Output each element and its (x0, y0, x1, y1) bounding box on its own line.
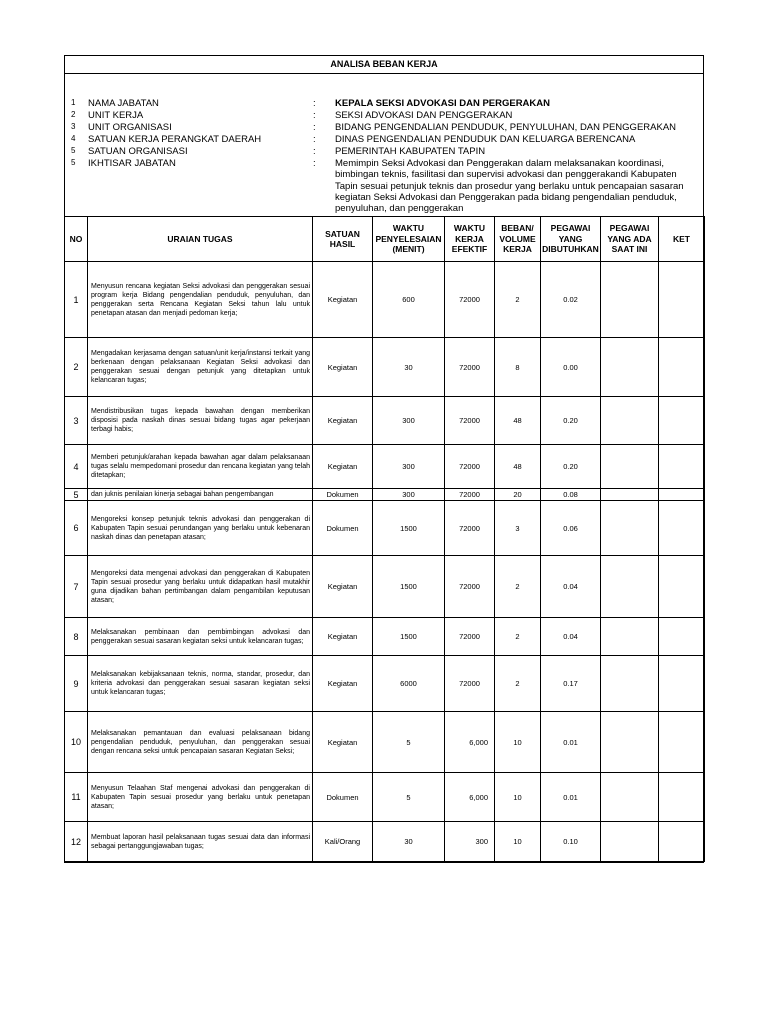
staff-existing (601, 618, 659, 656)
row-number: 8 (65, 618, 88, 656)
output-unit: Kegiatan (313, 397, 373, 445)
effective-time: 72000 (445, 489, 495, 501)
completion-time: 1500 (373, 618, 445, 656)
header-output-unit: SATUAN HASIL (313, 217, 373, 262)
info-colon: : (313, 98, 316, 109)
workload-volume: 2 (495, 618, 541, 656)
remarks (659, 656, 705, 712)
sheet-title: ANALISA BEBAN KERJA (65, 56, 703, 74)
remarks (659, 262, 705, 338)
table-row (65, 773, 705, 822)
header-remarks: KET (659, 217, 705, 262)
workload-volume: 10 (495, 822, 541, 862)
info-colon: : (313, 134, 316, 145)
info-label: UNIT ORGANISASI (88, 122, 172, 133)
effective-time: 72000 (445, 501, 495, 556)
info-value: DINAS PENGENDALIAN PENDUDUK DAN KELUARGA BERENCANA (335, 134, 636, 145)
staff-existing (601, 822, 659, 862)
workload-volume: 8 (495, 338, 541, 397)
staff-needed: 0.06 (541, 501, 601, 556)
header-effective-time: WAKTU KERJA EFEKTIF (445, 217, 495, 262)
completion-time: 300 (373, 397, 445, 445)
staff-needed: 0.20 (541, 397, 601, 445)
output-unit: Dokumen (313, 501, 373, 556)
row-number: 12 (65, 822, 88, 862)
remarks (659, 822, 705, 862)
remarks (659, 501, 705, 556)
row-number: 10 (65, 712, 88, 773)
staff-existing (601, 712, 659, 773)
staff-needed: 0.01 (541, 773, 601, 822)
staff-existing (601, 338, 659, 397)
workload-volume: 10 (495, 773, 541, 822)
staff-needed: 0.01 (541, 712, 601, 773)
info-label: SATUAN ORGANISASI (88, 146, 188, 157)
effective-time: 6,000 (445, 773, 495, 822)
output-unit: Kegiatan (313, 445, 373, 489)
staff-needed: 0.04 (541, 556, 601, 618)
row-number: 5 (65, 489, 88, 501)
staff-existing (601, 501, 659, 556)
info-colon: : (313, 146, 316, 157)
workload-volume: 20 (495, 489, 541, 501)
task-description: Memberi petunjuk/arahan kepada bawahan agar dalam pelaksanaan tugas selalu mempedomani prosedur dan rencana kegiatan yang telah ditetapkan; (88, 445, 313, 489)
workload-volume: 10 (495, 712, 541, 773)
header-no: NO (65, 217, 88, 262)
info-colon: : (313, 110, 316, 121)
row-number: 2 (65, 338, 88, 397)
row-number: 1 (65, 262, 88, 338)
workload-volume: 2 (495, 556, 541, 618)
header-staff-existing: PEGAWAI YANG ADA SAAT INI (601, 217, 659, 262)
effective-time: 72000 (445, 618, 495, 656)
remarks (659, 712, 705, 773)
table-row (65, 262, 705, 338)
workload-volume: 2 (495, 262, 541, 338)
info-colon: : (313, 158, 316, 169)
row-number: 3 (65, 397, 88, 445)
job-info-section (65, 74, 703, 216)
info-label: NAMA JABATAN (88, 98, 159, 109)
header-task-description: URAIAN TUGAS (88, 217, 313, 262)
task-description: Mengoreksi data mengenai advokasi dan penggerakan di Kabupaten Tapin sesuai prosedur yang berlaku untuk didapatkan hasil mutakhir guna dijadikan bahan pertimbangan dalam pengambilan keputusan atasan; (88, 556, 313, 618)
info-number: 5 (71, 158, 76, 167)
staff-existing (601, 489, 659, 501)
info-number: 5 (71, 146, 76, 155)
table-row (65, 397, 705, 445)
task-description: Menyusun rencana kegiatan Seksi advokasi dan penggerakan sesuai program kerja Bidang pengendalian penduduk, penyuluhan, dan penggerakan serta Rencana Kegiatan Seksi tahun lalu untuk penetapan atasan dan menjadi pedoman kerja; (88, 262, 313, 338)
info-number: 3 (71, 122, 76, 131)
completion-time: 300 (373, 445, 445, 489)
remarks (659, 556, 705, 618)
staff-needed: 0.20 (541, 445, 601, 489)
task-description: Menyusun Telaahan Staf mengenai advokasi dan penggerakan di Kabupaten Tapin sesuai prosedur yang berlaku untuk penetapan atasan; (88, 773, 313, 822)
effective-time: 72000 (445, 338, 495, 397)
staff-needed: 0.17 (541, 656, 601, 712)
completion-time: 600 (373, 262, 445, 338)
effective-time: 6,000 (445, 712, 495, 773)
info-number: 1 (71, 98, 76, 107)
info-value: Memimpin Seksi Advokasi dan Penggerakan dalam melaksanakan koordinasi, bimbingan teknis, fasilitasi dan supervisi advokasi dan penggerakandi Kabupaten Tapin sesuai petunjuk teknis dan prosedur yang berlaku untuk pencapaian sasaran kegiatan Seksi Advokasi dan Penggerakan pada bidang pengendalian penduduk, penyuluhan, dan penggerakan (335, 158, 684, 215)
staff-existing (601, 445, 659, 489)
remarks (659, 773, 705, 822)
output-unit: Kegiatan (313, 556, 373, 618)
table-row (65, 656, 705, 712)
completion-time: 5 (373, 773, 445, 822)
output-unit: Dokumen (313, 773, 373, 822)
info-number: 4 (71, 134, 76, 143)
staff-needed: 0.08 (541, 489, 601, 501)
task-description: Membuat laporan hasil pelaksanaan tugas sesuai data dan informasi sebagai pertanggungjawaban tugas; (88, 822, 313, 862)
output-unit: Kegiatan (313, 618, 373, 656)
workload-volume: 48 (495, 397, 541, 445)
completion-time: 5 (373, 712, 445, 773)
header-staff-needed: PEGAWAI YANG DIBUTUHKAN (541, 217, 601, 262)
info-value: SEKSI ADVOKASI DAN PENGGERAKAN (335, 110, 513, 121)
staff-existing (601, 556, 659, 618)
workload-volume: 48 (495, 445, 541, 489)
completion-time: 1500 (373, 556, 445, 618)
table-row (65, 501, 705, 556)
task-description: Mendistribusikan tugas kepada bawahan dengan memberikan disposisi pada naskah dinas sesuai bidang tugas agar pekerjaan terbagi habis; (88, 397, 313, 445)
table-row (65, 556, 705, 618)
row-number: 7 (65, 556, 88, 618)
info-label: IKHTISAR JABATAN (88, 158, 176, 169)
output-unit: Kegiatan (313, 712, 373, 773)
effective-time: 72000 (445, 397, 495, 445)
table-header-row (65, 217, 705, 262)
info-number: 2 (71, 110, 76, 119)
workload-volume: 3 (495, 501, 541, 556)
task-description: dan juknis penilaian kinerja sebagai bahan pengembangan (88, 489, 313, 501)
task-description: Mengadakan kerjasama dengan satuan/unit kerja/instansi terkait yang berkenaan dengan pelaksanaan Kegiatan Seksi advokasi dan penggerakan sesuai dengan petunjuk yang ditetapkan untuk kelancaran tugas; (88, 338, 313, 397)
remarks (659, 618, 705, 656)
remarks (659, 489, 705, 501)
staff-existing (601, 397, 659, 445)
table-row (65, 712, 705, 773)
info-label: SATUAN KERJA PERANGKAT DAERAH (88, 134, 262, 145)
staff-needed: 0.04 (541, 618, 601, 656)
output-unit: Kali/Orang (313, 822, 373, 862)
output-unit: Kegiatan (313, 262, 373, 338)
completion-time: 30 (373, 338, 445, 397)
task-description: Melaksanakan pembinaan dan pembimbingan advokasi dan penggerakan sesuai sasaran kegiatan seksi untuk kelancaran tugas; (88, 618, 313, 656)
info-colon: : (313, 122, 316, 133)
remarks (659, 397, 705, 445)
workload-analysis-sheet (64, 55, 704, 863)
header-workload-volume: BEBAN/ VOLUME KERJA (495, 217, 541, 262)
output-unit: Kegiatan (313, 338, 373, 397)
remarks (659, 445, 705, 489)
workload-volume: 2 (495, 656, 541, 712)
info-label: UNIT KERJA (88, 110, 144, 121)
info-value: PEMERINTAH KABUPATEN TAPIN (335, 146, 486, 157)
table-row (65, 489, 705, 501)
staff-needed: 0.02 (541, 262, 601, 338)
effective-time: 72000 (445, 556, 495, 618)
table-body (65, 262, 705, 862)
effective-time: 72000 (445, 262, 495, 338)
task-description: Melaksanakan kebijaksanaan teknis, norma, standar, prosedur, dan kriteria advokasi dan penggerakan sesuai sasaran kegiatan seksi untuk kelancaran tugas; (88, 656, 313, 712)
remarks (659, 338, 705, 397)
table-row (65, 445, 705, 489)
row-number: 9 (65, 656, 88, 712)
task-description: Melaksanakan pemantauan dan evaluasi pelaksanaan bidang pengendalian penduduk, penyuluhan, dan penggerakan sesuai dengan rencana seksi untuk pencapaian sasaran Kegiatan Seksi; (88, 712, 313, 773)
row-number: 4 (65, 445, 88, 489)
header-completion-time: WAKTU PENYELESAIAN (MENIT) (373, 217, 445, 262)
row-number: 6 (65, 501, 88, 556)
staff-needed: 0.10 (541, 822, 601, 862)
workload-table (64, 216, 705, 862)
row-number: 11 (65, 773, 88, 822)
completion-time: 6000 (373, 656, 445, 712)
completion-time: 1500 (373, 501, 445, 556)
staff-existing (601, 773, 659, 822)
output-unit: Kegiatan (313, 656, 373, 712)
effective-time: 72000 (445, 445, 495, 489)
output-unit: Dokumen (313, 489, 373, 501)
effective-time: 72000 (445, 656, 495, 712)
info-value: BIDANG PENGENDALIAN PENDUDUK, PENYULUHAN, DAN PENGGERAKAN (335, 122, 677, 133)
table-row (65, 618, 705, 656)
completion-time: 30 (373, 822, 445, 862)
task-description: Mengoreksi konsep petunjuk teknis advokasi dan penggerakan di Kabupaten Tapin sesuai perundangan yang berlaku untuk kebenaran naskah dinas dan penetapan atasan; (88, 501, 313, 556)
table-row (65, 822, 705, 862)
staff-existing (601, 656, 659, 712)
effective-time: 300 (445, 822, 495, 862)
table-row (65, 338, 705, 397)
info-value: KEPALA SEKSI ADVOKASI DAN PERGERAKAN (335, 98, 551, 109)
staff-needed: 0.00 (541, 338, 601, 397)
staff-existing (601, 262, 659, 338)
completion-time: 300 (373, 489, 445, 501)
